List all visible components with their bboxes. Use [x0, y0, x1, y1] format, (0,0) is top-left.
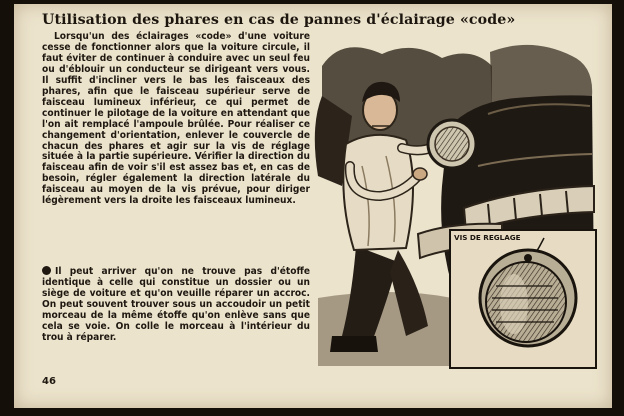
paragraph-upholstery-text: Il peut arriver qu'on ne trouve pas d'étoffe identique à celle qui constitue un dossier ou un siège de voiture et qu'on veuille réparer un accroc. On peut souvent trouver sous un accoudoir un petit morceau de la même étoffe qu'on enlève sans que cela se voie. On colle le morceau à l'intérieur du trou à réparer. — [42, 266, 310, 343]
page-title: Utilisation des phares en cas de pannes d'éclairage «code» — [42, 12, 516, 28]
paragraph-upholstery-repair — [42, 266, 310, 344]
paragraph-headlight-adjustment: Lorsqu'un des éclairages «code» d'une voiture cesse de fonctionner alors que la voiture circule, il faut éviter de continuer à conduire avec un seul feu ou d'éblouir un conducteur se dirigeant vers vous. Il suffit d'incliner vers le bas les faisceaux des phares, afin que le faisceau supérieur serve de faisceau lumineux inférieur, ce qui permet de continuer le pilotage de la voiture en attendant que l'on ait remplacé l'ampoule brûlée. Pour réaliser ce changement d'orientation, enlever le couvercle de chacun des phares et agir sur la vis de réglage située à la partie supérieure. Vérifier la direction du faisceau afin de voir s'il est assez bas et, en cas de besoin, régler également la direction latérale du faisceau au moyen de la vis prévue, pour diriger légèrement vers la droite les faisceaux lumineux. — [42, 31, 310, 207]
bullet-icon — [42, 266, 51, 275]
inset-label: VIS DE REGLAGE — [454, 233, 521, 242]
page-number: 46 — [42, 376, 56, 387]
inset-adjustment-screw-detail — [450, 230, 596, 368]
adjustment-screw-icon — [524, 254, 532, 262]
headlight — [428, 120, 476, 168]
illustration-man-adjusting-headlight — [302, 36, 598, 372]
